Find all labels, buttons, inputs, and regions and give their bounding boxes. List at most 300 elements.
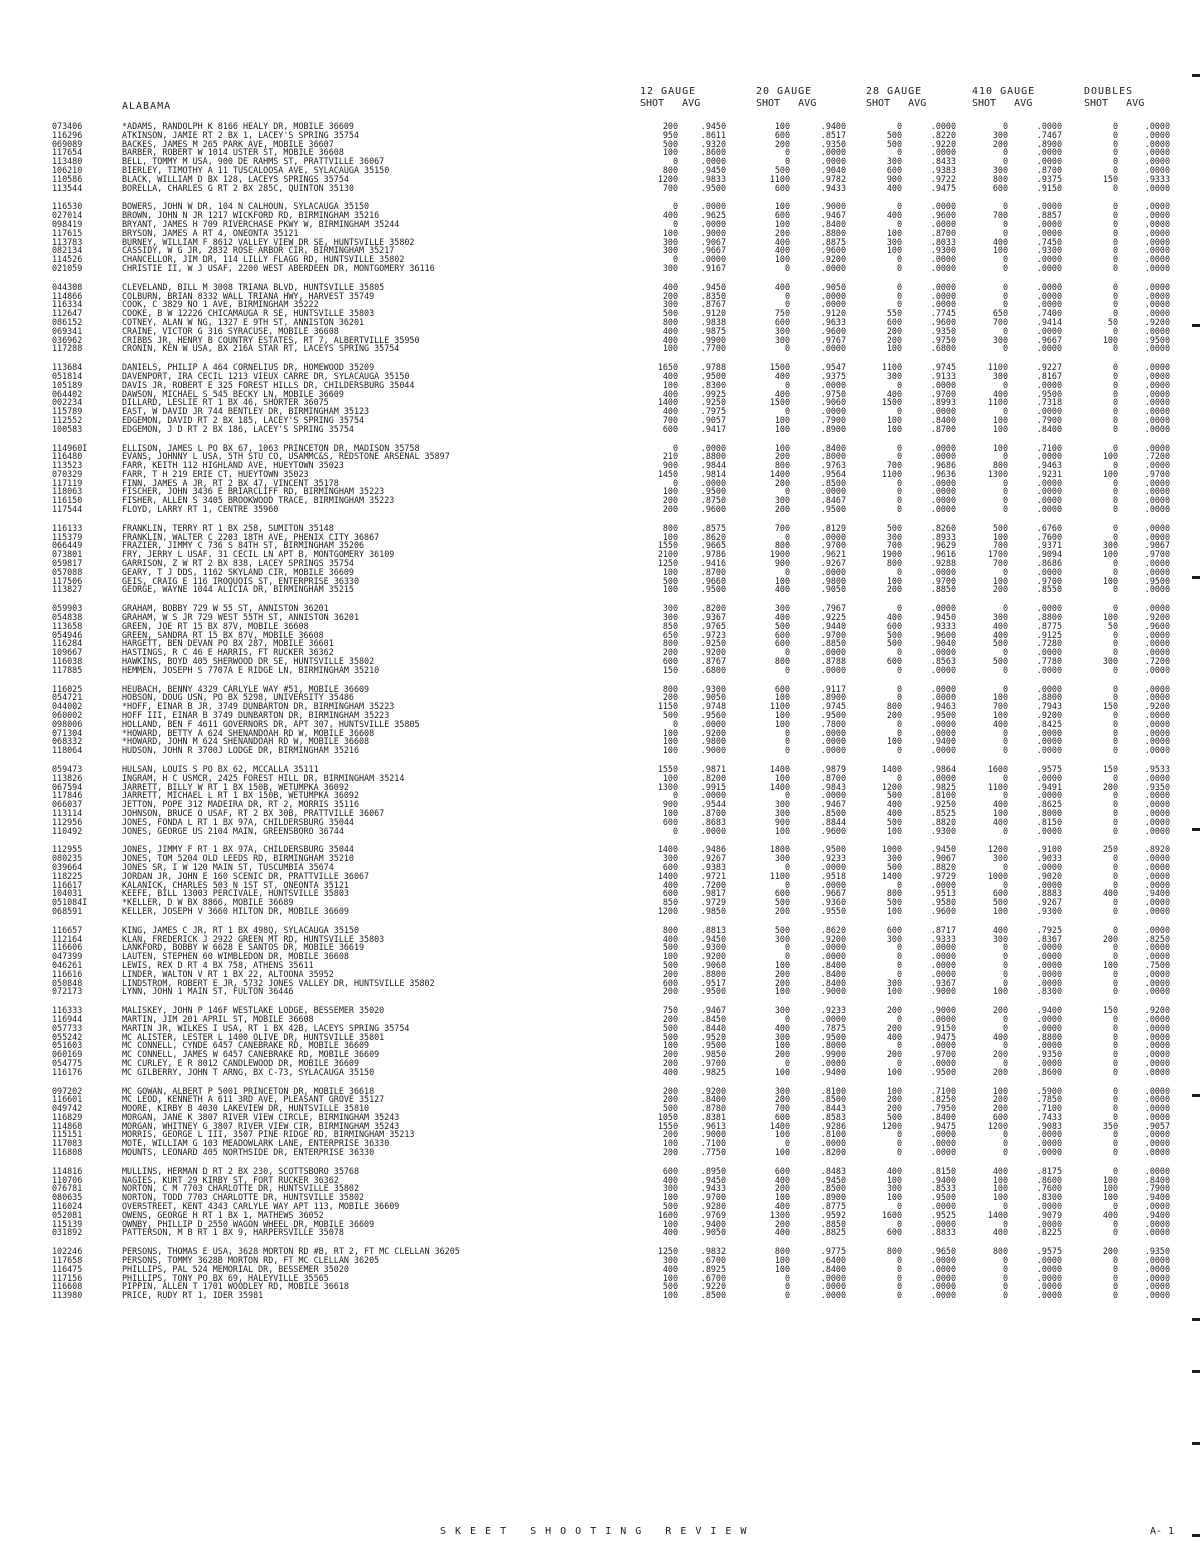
average-cell: .0000 [700, 718, 726, 729]
shot-count-cell: 600 [774, 888, 790, 899]
average-cell: .7100 [700, 1138, 726, 1149]
shot-label: SHOT [1084, 98, 1109, 109]
average-cell: .0000 [1036, 504, 1062, 515]
shot-count-cell: 0 [1112, 710, 1118, 721]
member-number: 069089 [52, 138, 83, 149]
member-number: 067594 [52, 781, 83, 792]
shot-count-cell: 500 [886, 897, 902, 908]
average-cell: .0000 [1144, 290, 1170, 301]
member-number: 114526 [52, 254, 83, 265]
shot-count-cell: 600 [774, 182, 790, 193]
average-cell: .8600 [700, 147, 726, 158]
member-number: 113827 [52, 584, 83, 595]
shot-count-cell: 900 [662, 460, 678, 471]
average-cell: .9050 [820, 281, 846, 292]
shot-count-cell: 0 [672, 825, 678, 836]
shot-count-cell: 300 [774, 933, 790, 944]
average-cell: .9580 [930, 897, 956, 908]
average-cell: .9600 [930, 905, 956, 916]
average-cell: .0000 [1144, 629, 1170, 640]
shot-count-cell: 0 [784, 156, 790, 167]
shooter-name-address: MOUNTS, LEONARD 405 NORTHSIDE DR, ENTERPRISE 36330 [122, 1148, 375, 1157]
table-row [52, 283, 1200, 292]
margin-mark [1192, 1534, 1200, 1537]
average-cell: .8467 [820, 495, 846, 506]
average-cell: .8150 [1036, 816, 1062, 827]
shot-count-cell: 0 [1112, 308, 1118, 319]
shot-count-cell: 100 [992, 414, 1008, 425]
shot-count-cell: 0 [1112, 423, 1118, 434]
average-cell: .0000 [820, 379, 846, 390]
shot-count-cell: 0 [784, 790, 790, 801]
member-number: 051814 [52, 370, 83, 381]
average-cell: .0000 [1144, 745, 1170, 756]
member-number: 116133 [52, 522, 83, 533]
shot-count-cell: 400 [992, 236, 1008, 247]
shot-count-cell: 0 [1002, 825, 1008, 836]
average-cell: .0000 [1144, 710, 1170, 721]
average-cell: .7975 [700, 406, 726, 417]
shooter-name-address: COOKE, B W 12226 CHICAMAUGA R SE, HUNTSVILLE 35803 [122, 309, 375, 318]
shot-count-cell: 200 [774, 138, 790, 149]
member-number: 059903 [52, 603, 83, 614]
shooter-name-address: *HOWARD, JOHN M 624 SHENANDOAH RD W, MOBILE 36608 [122, 737, 370, 747]
table-row [52, 318, 1200, 327]
average-cell: .9500 [700, 1040, 726, 1051]
shot-count-cell: 300 [886, 236, 902, 247]
shooter-name-address: MC ALISTER, LESTER L 1400 OLIVE DR, HUNTSVILLE 35801 [122, 1032, 385, 1042]
average-cell: .9825 [700, 1066, 726, 1077]
average-cell: .0000 [930, 745, 956, 756]
average-cell: .0000 [820, 156, 846, 167]
shot-count-cell: 0 [1002, 495, 1008, 506]
table-row [52, 1184, 1200, 1193]
average-cell: .0000 [1144, 129, 1170, 140]
average-cell: .9133 [930, 370, 956, 381]
shot-count-cell: 400 [662, 370, 678, 381]
average-cell: .9267 [700, 853, 726, 864]
shot-count-cell: 100 [992, 692, 1008, 703]
average-cell: .9117 [820, 683, 846, 694]
shot-count-cell: 0 [1112, 325, 1118, 336]
member-number: 116616 [52, 968, 83, 979]
member-number: 114816 [52, 1165, 83, 1176]
shot-count-cell: 0 [1112, 406, 1118, 417]
table-row [52, 881, 1200, 890]
shot-count-cell: 700 [662, 182, 678, 193]
average-cell: .7850 [1036, 1094, 1062, 1105]
shooter-name-address: PERSONS, THOMAS E USA, 3628 MORTON RD #B, RT 2, FT MC CLELLAN 36205 [122, 1247, 460, 1257]
average-cell: .9367 [930, 977, 956, 988]
shot-count-cell: 1800 [769, 844, 790, 855]
average-cell: .9843 [820, 781, 846, 792]
shot-count-cell: 0 [1112, 977, 1118, 988]
shot-count-cell: 0 [1112, 897, 1118, 908]
shooter-name-address: LINDSTROM, ROBERT E JR, 5732 JONES VALLEY DR, HUNTSVILLE 35802 [122, 978, 435, 988]
table-row [52, 452, 1200, 461]
shooter-name-address: HEUBACH, BENNY 4329 CARLYLE WAY #51, MOBILE 36609 [122, 684, 370, 694]
average-cell: .9475 [930, 182, 956, 193]
average-cell: .9486 [700, 844, 726, 855]
member-number: 076781 [52, 1183, 83, 1194]
average-cell: .0000 [820, 566, 846, 577]
average-cell: .9767 [820, 334, 846, 345]
table-row [52, 1228, 1200, 1237]
member-number: 057733 [52, 1022, 83, 1033]
average-cell: .7100 [1036, 1103, 1062, 1114]
average-cell: .9600 [930, 629, 956, 640]
shooter-name-address: HULSAN, LOUIS S PO BX 62, MCCALLA 35111 [122, 765, 319, 774]
shot-count-cell: 500 [886, 816, 902, 827]
table-row [52, 202, 1200, 211]
shot-count-cell: 800 [992, 460, 1008, 471]
shot-count-cell: 1200 [987, 844, 1008, 855]
shot-count-cell: 1200 [657, 905, 678, 916]
average-cell: .0000 [1144, 414, 1170, 425]
shot-count-cell: 0 [896, 504, 902, 515]
shot-count-cell: 200 [662, 1094, 678, 1105]
average-cell: .7745 [930, 308, 956, 319]
shooter-name-address: EAST, W DAVID JR 744 BENTLEY DR, BIRMINGHAM 35123 [122, 407, 370, 416]
shot-count-cell: 200 [992, 1103, 1008, 1114]
shot-count-cell: 0 [1112, 905, 1118, 916]
shot-count-cell: 100 [992, 531, 1008, 542]
average-cell: .9300 [930, 245, 956, 256]
shot-count-cell: 0 [784, 531, 790, 542]
average-cell: .8767 [700, 299, 726, 310]
member-number: 114866 [52, 290, 83, 301]
average-cell: .0000 [1144, 495, 1170, 506]
member-number: 117119 [52, 477, 83, 488]
average-cell: .9400 [1144, 1209, 1170, 1220]
average-cell: .0000 [1036, 495, 1062, 506]
shot-count-cell: 1600 [657, 1209, 678, 1220]
average-cell: .8700 [820, 772, 846, 783]
shot-count-cell: 0 [896, 406, 902, 417]
shot-count-cell: 1400 [881, 764, 902, 774]
average-cell: .8900 [1036, 138, 1062, 149]
average-cell: .0000 [930, 1218, 956, 1229]
average-cell: .9575 [1036, 1246, 1062, 1257]
shot-count-cell: 600 [774, 1111, 790, 1122]
shot-count-cell: 0 [1002, 1263, 1008, 1274]
shot-count-cell: 0 [1112, 210, 1118, 221]
shooter-name-address: OWNBY, PHILLIP D 2550 WAGON WHEEL DR, MOBILE 36609 [122, 1219, 375, 1229]
average-cell: .0000 [1036, 727, 1062, 738]
average-cell: .8686 [1036, 558, 1062, 569]
shot-count-cell: 200 [886, 1094, 902, 1105]
shot-count-cell: 600 [774, 129, 790, 140]
member-number: 117288 [52, 343, 83, 354]
member-number: 054775 [52, 1057, 83, 1068]
average-cell: .9433 [700, 1183, 726, 1194]
shot-count-cell: 200 [662, 1049, 678, 1060]
average-cell: .8775 [1036, 620, 1062, 631]
average-cell: .9592 [820, 1209, 846, 1220]
shot-count-cell: 300 [992, 164, 1008, 175]
table-row [52, 1113, 1200, 1122]
average-cell: .0000 [1144, 816, 1170, 827]
average-cell: .8857 [1036, 210, 1062, 221]
shot-count-cell: 0 [896, 566, 902, 577]
average-cell: .9400 [930, 1174, 956, 1185]
shot-count-cell: 850 [662, 897, 678, 908]
average-cell: .0000 [1144, 853, 1170, 864]
average-cell: .0000 [700, 218, 726, 229]
average-cell: .8950 [700, 1165, 726, 1176]
margin-mark [1192, 324, 1200, 327]
average-cell: .0000 [1144, 1049, 1170, 1060]
shot-count-cell: 400 [774, 245, 790, 256]
shot-count-cell: 200 [774, 1094, 790, 1105]
average-cell: .0000 [820, 951, 846, 962]
average-cell: .0000 [1144, 1103, 1170, 1114]
shot-count-cell: 0 [1112, 638, 1118, 649]
average-cell: .8583 [820, 1111, 846, 1122]
average-cell: .9700 [930, 1049, 956, 1060]
average-cell: .0000 [1144, 879, 1170, 890]
table-row [52, 657, 1200, 666]
average-cell: .8883 [1036, 888, 1062, 899]
shot-count-cell: 0 [1002, 121, 1008, 131]
average-cell: .8367 [1036, 933, 1062, 944]
average-cell: .8800 [700, 451, 726, 462]
table-row [52, 1202, 1200, 1211]
shot-count-cell: 1400 [769, 764, 790, 774]
table-row [52, 702, 1200, 711]
average-cell: .9383 [700, 861, 726, 872]
shooter-name-address: JONES, JIMMY F RT 1 BX 97A, CHILDERSBURG 35044 [122, 845, 354, 855]
shooter-name-address: DAVENPORT, IRA CECIL 1213 VIEUX CARRE DR, SYLACAUGA 35150 [122, 371, 410, 381]
average-cell: .0000 [1036, 977, 1062, 988]
shot-count-cell: 0 [1112, 1103, 1118, 1114]
member-number: 070329 [52, 468, 83, 479]
shot-count-cell: 1300 [769, 1209, 790, 1220]
shot-count-cell: 0 [1112, 379, 1118, 390]
average-cell: .6400 [820, 1255, 846, 1266]
shot-count-cell: 100 [774, 772, 790, 783]
shot-count-cell: 400 [992, 620, 1008, 631]
shot-count-cell: 200 [774, 1218, 790, 1229]
average-cell: .0000 [1144, 460, 1170, 471]
average-cell: .9748 [700, 701, 726, 712]
average-cell: .7467 [1036, 129, 1062, 140]
average-cell: .8167 [1036, 370, 1062, 381]
member-number: 116530 [52, 201, 83, 212]
shot-count-cell: 100 [992, 1085, 1008, 1096]
shot-count-cell: 0 [1002, 1281, 1008, 1292]
shot-count-cell: 400 [662, 334, 678, 345]
average-cell: .8700 [700, 807, 726, 818]
average-cell: .0000 [930, 451, 956, 462]
shot-count-cell: 800 [774, 656, 790, 667]
shot-count-cell: 0 [896, 299, 902, 310]
table-row [52, 131, 1200, 140]
average-cell: .0000 [1144, 584, 1170, 595]
shot-count-cell: 100 [992, 905, 1008, 916]
shot-count-cell: 100 [1102, 612, 1118, 623]
table-row [52, 344, 1200, 353]
shot-count-cell: 0 [1002, 683, 1008, 694]
shooter-name-address: FINN, JAMES A JR, RT 2 BX 47, VINCENT 35178 [122, 478, 339, 488]
shot-count-cell: 0 [896, 218, 902, 229]
shot-count-cell: 400 [662, 406, 678, 417]
shot-count-cell: 600 [662, 656, 678, 667]
shot-count-cell: 0 [896, 603, 902, 614]
shot-count-cell: 100 [662, 379, 678, 390]
average-cell: .9700 [1144, 468, 1170, 479]
average-cell: .9613 [700, 1120, 726, 1131]
shot-count-cell: 300 [992, 370, 1008, 381]
table-row [52, 979, 1200, 988]
shot-count-cell: 150 [1102, 764, 1118, 774]
shot-count-cell: 0 [1112, 566, 1118, 577]
average-cell: .9250 [700, 397, 726, 408]
member-number: 082134 [52, 245, 83, 256]
shot-count-cell: 200 [886, 1022, 902, 1033]
average-cell: .8150 [930, 1165, 956, 1176]
average-cell: .8850 [820, 638, 846, 649]
shot-count-cell: 0 [1112, 397, 1118, 408]
shot-count-cell: 200 [992, 1094, 1008, 1105]
average-cell: .9700 [700, 1192, 726, 1203]
shot-count-cell: 0 [896, 281, 902, 292]
shot-count-cell: 0 [896, 1013, 902, 1024]
average-cell: .0000 [700, 201, 726, 212]
shooter-name-address: MULLINS, HERMAN D RT 2 BX 230, SCOTTSBORO 35768 [122, 1166, 359, 1176]
average-cell: .8717 [930, 924, 956, 935]
shot-count-cell: 0 [1112, 1147, 1118, 1158]
shot-count-cell: 1550 [657, 764, 678, 774]
table-row [52, 926, 1200, 935]
shot-count-cell: 0 [1002, 1129, 1008, 1140]
average-cell: .0000 [1144, 442, 1170, 453]
shot-count-cell: 200 [774, 968, 790, 979]
shot-count-cell: 0 [1002, 281, 1008, 292]
average-cell: .8850 [930, 584, 956, 595]
average-cell: .9375 [1036, 173, 1062, 184]
shot-count-cell: 0 [784, 379, 790, 390]
member-number: 115789 [52, 406, 83, 417]
shot-count-cell: 600 [662, 423, 678, 434]
shot-count-cell: 0 [1112, 1066, 1118, 1077]
average-cell: .0000 [1036, 451, 1062, 462]
table-row [52, 541, 1200, 550]
shot-count-cell: 200 [886, 334, 902, 345]
shooter-name-address: MOTE, WILLIAM G 103 MEADOWLARK LANE, ENTERPRISE 36330 [122, 1139, 390, 1149]
average-cell: .0000 [1036, 1255, 1062, 1266]
shot-count-cell: 500 [774, 620, 790, 631]
shot-count-cell: 1500 [769, 362, 790, 373]
shot-count-cell: 400 [774, 236, 790, 247]
table-row [52, 845, 1200, 854]
shot-count-cell: 100 [886, 1066, 902, 1077]
shot-count-cell: 0 [1002, 1147, 1008, 1158]
table-row [52, 336, 1200, 345]
shot-count-cell: 200 [662, 1129, 678, 1140]
average-cell: .9060 [820, 397, 846, 408]
shot-count-cell: 100 [992, 1183, 1008, 1194]
average-cell: .9371 [1036, 540, 1062, 551]
average-cell: .7900 [1036, 414, 1062, 425]
average-cell: .9400 [1144, 1192, 1170, 1203]
shot-count-cell: 100 [662, 745, 678, 756]
average-cell: .7318 [1036, 397, 1062, 408]
average-cell: .7700 [700, 343, 726, 354]
shot-count-cell: 600 [992, 888, 1008, 899]
average-cell: .0000 [1144, 423, 1170, 434]
average-cell: .8425 [1036, 718, 1062, 729]
table-row [52, 639, 1200, 648]
shot-count-cell: 200 [774, 905, 790, 916]
average-cell: .9350 [1144, 781, 1170, 792]
average-cell: .8400 [930, 1111, 956, 1122]
average-cell: .9225 [820, 612, 846, 623]
average-cell: .8844 [820, 816, 846, 827]
average-cell: .9463 [1036, 460, 1062, 471]
average-cell: .8525 [930, 807, 956, 818]
average-cell: .0000 [1036, 147, 1062, 158]
shooter-name-address: GEIS, CRAIG E 116 IROQUOIS ST, ENTERPRISE 36330 [122, 576, 359, 586]
shot-count-cell: 800 [992, 173, 1008, 184]
average-cell: .0000 [1144, 379, 1170, 390]
shot-count-cell: 0 [1002, 959, 1008, 970]
average-cell: .8900 [820, 692, 846, 703]
average-cell: .9800 [820, 575, 846, 586]
average-cell: .7100 [1036, 442, 1062, 453]
shot-count-cell: 800 [774, 1246, 790, 1257]
average-cell: .6800 [700, 664, 726, 675]
member-number: 054946 [52, 629, 83, 640]
shooter-name-address: JONES, GEORGE US 2104 MAIN, GREENSBORO 36744 [122, 826, 344, 836]
shot-count-cell: 1250 [657, 1246, 678, 1257]
average-cell: .9629 [930, 540, 956, 551]
average-cell: .0000 [820, 861, 846, 872]
shooter-name-address: BACKES, JAMES M 265 PARK AVE, MOBILE 36607 [122, 139, 334, 149]
margin-mark [1192, 74, 1200, 77]
member-number: 113114 [52, 807, 83, 818]
table-row [52, 1015, 1200, 1024]
shot-count-cell: 0 [1002, 290, 1008, 301]
member-number: 116296 [52, 129, 83, 140]
average-cell: .9782 [820, 173, 846, 184]
average-cell: .9167 [700, 262, 726, 273]
shot-count-cell: 0 [1112, 924, 1118, 935]
table-row [52, 729, 1200, 738]
shot-count-cell: 0 [1112, 218, 1118, 229]
shot-count-cell: 800 [662, 638, 678, 649]
shooter-name-address: JOHNSON, BRUCE O USAF, RT 2 BX 30B, PRATTVILLE 36067 [122, 808, 385, 818]
shot-count-cell: 0 [896, 477, 902, 488]
average-cell: .7200 [1144, 451, 1170, 462]
member-number: 068591 [52, 905, 83, 916]
table-row [52, 970, 1200, 979]
average-cell: .9616 [930, 549, 956, 560]
shot-count-cell: 100 [992, 807, 1008, 818]
shot-count-cell: 400 [886, 388, 902, 399]
shot-count-cell: 400 [886, 807, 902, 818]
shot-count-cell: 0 [672, 442, 678, 453]
shot-count-cell: 500 [992, 656, 1008, 667]
member-number: 114868 [52, 1120, 83, 1131]
average-cell: .9729 [700, 897, 726, 908]
average-cell: .9765 [700, 620, 726, 631]
average-cell: .8300 [1036, 986, 1062, 997]
average-cell: .8400 [820, 959, 846, 970]
shooter-name-address: HOBSON, DOUG USN, PO BX 5298, UNIVERSITY 35486 [122, 693, 354, 703]
average-cell: .0000 [1036, 1281, 1062, 1292]
average-cell: .8129 [820, 522, 846, 533]
